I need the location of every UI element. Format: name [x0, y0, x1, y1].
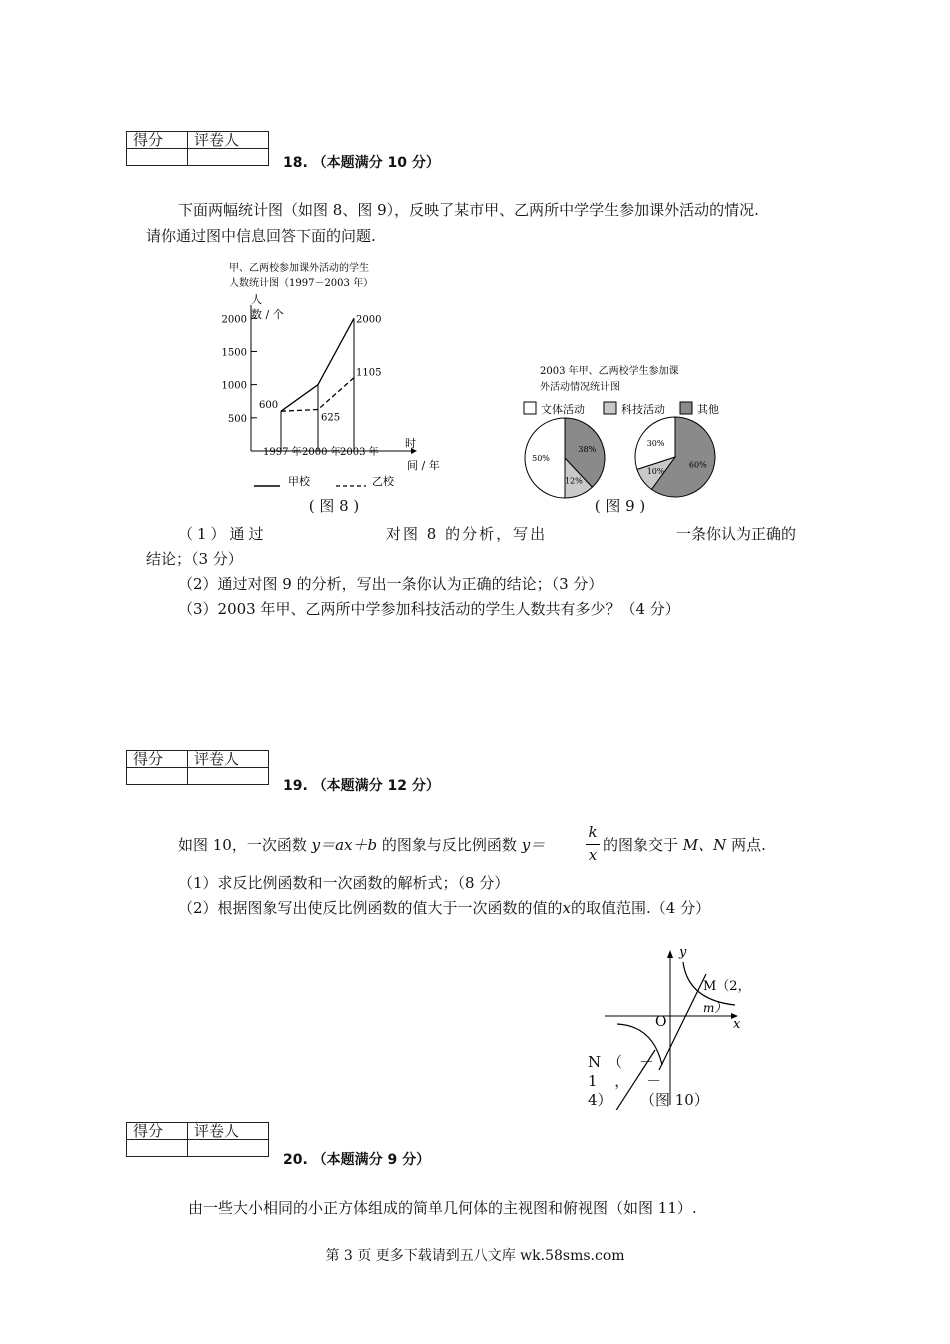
q20-intro: 由一些大小相同的小正方体组成的简单几何体的主视图和俯视图（如图 11）.	[188, 1199, 697, 1217]
score-header: 得分	[127, 751, 188, 768]
x-tick-label: 1997 年	[263, 447, 302, 458]
y-tick-label: 2000	[221, 314, 247, 326]
fig9-title-line2: 外活动情况统计图	[540, 382, 620, 393]
pie-label: 60%	[688, 460, 707, 470]
fig10-n-label2: 1 ， －	[588, 1072, 668, 1090]
q19-intro-a: 如图 10，一次函数	[178, 836, 307, 854]
fig10-n-label3: 4）	[588, 1091, 613, 1109]
page-footer: 第 3 页 更多下载请到五八文库 wk.58sms.com	[325, 1248, 625, 1264]
fig8-ylabel-1: 人	[251, 293, 262, 306]
fig10-n-label: N（ －	[588, 1053, 660, 1071]
q18-sub1-d: 结论；（3 分）	[146, 550, 243, 568]
q19-intro-b: 的图象与反比例函数	[381, 836, 517, 854]
fig8-caption: ( 图 8 )	[308, 497, 360, 515]
score-cell	[127, 1140, 188, 1157]
grader-header: 评卷人	[188, 1123, 269, 1140]
q19-eq2-lhs: y＝	[521, 836, 546, 854]
pie-label: 10%	[646, 467, 665, 477]
q18-sub1-c: 一条你认为正确的	[676, 525, 797, 543]
grader-cell	[188, 768, 269, 785]
q19-intro	[178, 835, 545, 855]
score-header: 得分	[127, 132, 188, 149]
legend-label: 科技活动	[621, 403, 665, 416]
data-label: 1105	[356, 367, 382, 379]
fig10-m-label2: m）	[703, 1001, 727, 1015]
grader-cell	[188, 149, 269, 166]
q18-intro-line1: 下面两幅统计图（如图 8、图 9），反映了某市甲、乙两所中学学生参加课外活动的情况.	[178, 201, 759, 219]
y-tick-label: 1500	[221, 347, 247, 359]
q19-sub2-a: （2）根据图象写出使反比例函数的值大于一次函数的值的	[178, 899, 563, 917]
grader-cell	[188, 1140, 269, 1157]
score-cell	[127, 768, 188, 785]
q18-sub3: （3）2003 年甲、乙两所中学参加科技活动的学生人数共有多少？（4 分）	[178, 600, 680, 618]
fig10-x-label: x	[733, 1017, 741, 1032]
score-table-20	[126, 1122, 269, 1157]
q20-title: 20. （本题满分 9 分）	[283, 1152, 431, 1168]
fig10-y-label: y	[679, 945, 687, 960]
q19-sub2	[178, 898, 710, 918]
legend-a-label: 甲校	[288, 475, 310, 488]
q19-frac-bar	[586, 844, 600, 845]
fig8-line-chart	[215, 255, 455, 495]
pie-label: 30%	[646, 438, 665, 448]
fig10-caption: （图 10）	[640, 1091, 709, 1109]
q18-intro-line2: 请你通过图中信息回答下面的问题.	[146, 227, 376, 245]
pie-label: 50%	[532, 454, 550, 463]
q19-intro-rest	[603, 835, 766, 855]
grader-header: 评卷人	[188, 132, 269, 149]
pie-label: 38%	[578, 445, 597, 455]
legend-label: 其他	[697, 403, 719, 416]
legend-swatch	[680, 402, 692, 414]
pie-label: 12%	[564, 476, 583, 486]
q19-points: M、N	[682, 836, 727, 854]
legend-label: 文体活动	[541, 403, 585, 416]
q19-intro-d: 两点.	[731, 836, 766, 854]
score-table-18	[126, 131, 269, 166]
fig9-caption: ( 图 9 )	[594, 497, 646, 515]
data-label: 2000	[356, 314, 382, 326]
legend-b-label: 乙校	[372, 475, 394, 488]
q19-title: 19. （本题满分 12 分）	[283, 778, 440, 794]
fig8-legend	[250, 472, 410, 494]
fig8-xlabel-2: 间 / 年	[407, 459, 440, 472]
score-header: 得分	[127, 1123, 188, 1140]
x-tick-label: 2000 年	[302, 447, 341, 458]
q19-sub1: （1）求反比例函数和一次函数的解析式；（8 分）	[178, 874, 510, 892]
q19-frac-den: x	[588, 846, 598, 864]
fig10-m-label: M（2，	[703, 979, 751, 994]
q18-sub1-b: 对图 8 的分析，写出	[386, 525, 548, 543]
q19-intro-c: 的图象交于	[603, 836, 679, 854]
q19-frac-num: k	[588, 823, 598, 841]
fig8-title-line1: 甲、乙两校参加课外活动的学生	[229, 263, 369, 274]
y-tick-label: 1000	[221, 380, 247, 392]
fig8-title-line2: 人数统计图（1997－2003 年）	[229, 278, 374, 289]
fig8-ylabel-2: 数 / 个	[251, 308, 284, 321]
q18-sub2: （2）通过对图 9 的分析，写出一条你认为正确的结论；（3 分）	[178, 575, 604, 593]
score-table-19	[126, 750, 269, 785]
q19-sub2-b: 的取值范围.（4 分）	[571, 899, 711, 917]
fig10-origin: O	[655, 1014, 667, 1030]
y-tick-label: 500	[227, 413, 247, 425]
legend-swatch	[524, 402, 536, 414]
x-tick-label: 2003 年	[340, 447, 379, 458]
fig9-title-line1: 2003 年甲、乙两校学生参加课	[540, 366, 679, 377]
data-label: 625	[321, 412, 341, 424]
q18-title: 18. （本题满分 10 分）	[283, 155, 440, 171]
grader-header: 评卷人	[188, 751, 269, 768]
q18-sub1-a: （1）通过	[178, 525, 268, 543]
q19-eq1: y＝ax＋b	[311, 836, 378, 854]
fig8-xlabel-1: 时	[405, 437, 416, 450]
score-cell	[127, 149, 188, 166]
fig9-pie-chart	[520, 360, 760, 500]
y-arrow-icon	[667, 950, 673, 958]
legend-swatch	[604, 402, 616, 414]
data-label: 600	[259, 400, 279, 412]
q19-sub2-x: x	[562, 899, 572, 917]
